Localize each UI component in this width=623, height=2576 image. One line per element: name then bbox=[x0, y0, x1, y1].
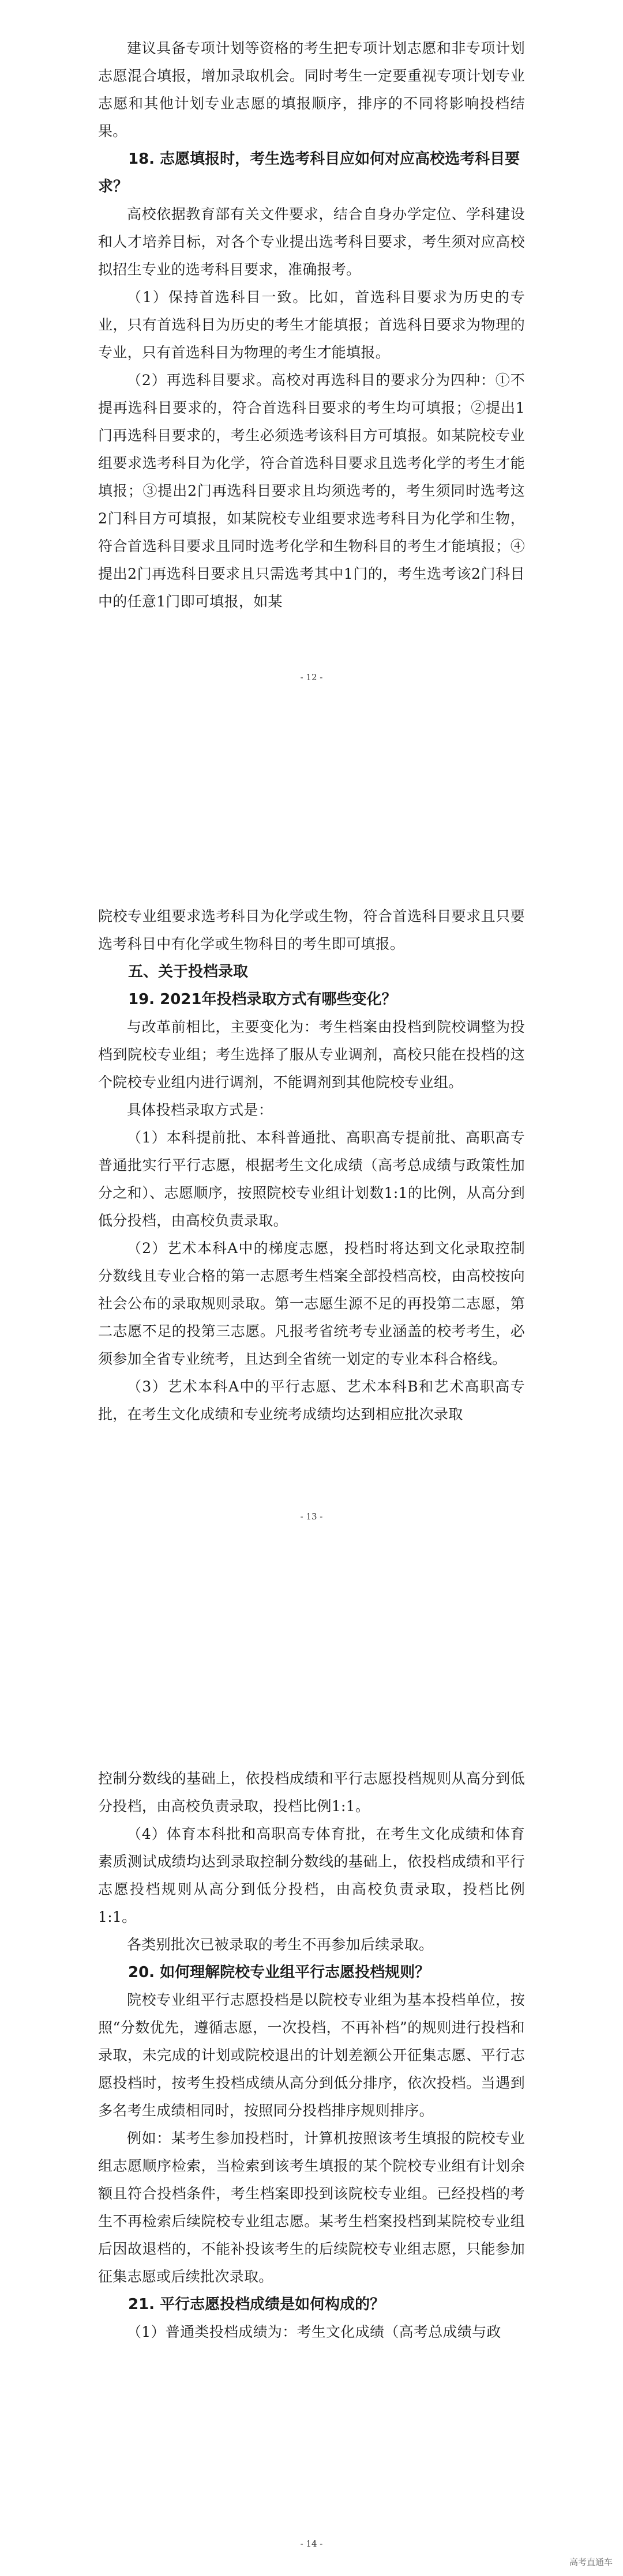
question-title: 志愿填报时，考生选考科目应如何对应高校选考科目要求？ bbox=[98, 150, 520, 195]
paragraph: （2）艺术本科A中的梯度志愿，投档时将达到文化录取控制分数线且专业合格的第一志愿考生档案全部投档高校，由高校按向社会公布的录取规则录取。第一志愿生源不足的再投第二志愿，第二志愿不足的投第三志愿。凡报考省统考专业涵盖的校考考生，必须参加全省专业统考，且达到全省统一划定的专业本科合格线。 bbox=[98, 1240, 525, 1367]
question-number: 18. bbox=[128, 150, 155, 168]
paragraph: （4）体育本科批和高职高专体育批，在考生文化成绩和体育素质测试成绩均达到录取控制分数线的基础上，依投档成绩和平行志愿投档规则从高分到低分投档，由高校负责录取，投档比例1:1。 bbox=[98, 1826, 525, 1925]
paragraph: （1）本科提前批、本科普通批、高职高专提前批、高职高专普通批实行平行志愿，根据考生文化成绩（高考总成绩与政策性加分之和）、志愿顺序，按照院校专业组计划数1:1的比例，从高分到低分投档，由高校负责录取。 bbox=[98, 1129, 525, 1229]
paragraph: 院校专业组要求选考科目为化学或生物，符合首选科目要求且只要选考科目中有化学或生物科目的考生即可填报。 bbox=[98, 908, 525, 952]
page-number: - 12 - bbox=[300, 672, 323, 682]
question-21-heading bbox=[98, 2291, 525, 2318]
paragraph: 控制分数线的基础上，依投档成绩和平行志愿投档规则从高分到低分投档，由高校负责录取，投档比例1:1。 bbox=[98, 1770, 525, 1815]
paragraph: 具体投档录取方式是： bbox=[127, 1102, 273, 1118]
question-20-heading bbox=[98, 1959, 525, 1986]
paragraph: （1）保持首选科目一致。比如，首选科目要求为历史的专业，只有首选科目为历史的考生才能填报；首选科目要求为物理的专业，只有首选科目为物理的考生才能填报。 bbox=[98, 289, 525, 361]
question-title: 如何理解院校专业组平行志愿投档规则？ bbox=[160, 1964, 430, 1981]
question-title: 平行志愿投档成绩是如何构成的？ bbox=[160, 2296, 385, 2313]
paragraph: 各类别批次已被录取的考生不再参加后续录取。 bbox=[127, 1936, 434, 1953]
question-number: 20. bbox=[128, 1964, 155, 1981]
page-2-body bbox=[98, 903, 525, 1428]
page-1-body bbox=[98, 35, 525, 616]
question-number: 21. bbox=[128, 2296, 155, 2313]
page-number: - 14 - bbox=[300, 2539, 323, 2549]
question-number: 19. bbox=[128, 991, 155, 1008]
page-number: - 13 - bbox=[300, 1511, 323, 1522]
paragraph: 建议具备专项计划等资格的考生把专项计划志愿和非专项计划志愿混合填报，增加录取机会。同时考生一定要重视专项计划专业志愿和其他计划专业志愿的填报顺序，排序的不同将影响投档结果。 bbox=[98, 40, 525, 139]
paragraph: （1）普通类投档成绩为：考生文化成绩（高考总成绩与政 bbox=[127, 2324, 501, 2340]
paragraph: 与改革前相比，主要变化为：考生档案由投档到院校调整为投档到院校专业组；考生选择了服从专业调剂，高校只能在投档的这个院校专业组内进行调剂，不能调剂到其他院校专业组。 bbox=[98, 1019, 525, 1091]
paragraph: 例如：某考生参加投档时，计算机按照该考生填报的院校专业组志愿顺序检索，当检索到该考生填报的某个院校专业组有计划余额且符合投档条件，考生档案即投到该院校专业组。已经投档的考生不再检索后续院校专业组志愿。某考生档案投档到某院校专业组后因故退档的，不能补投该考生的后续院校专业组志愿，只能参加征集志愿或后续批次录取。 bbox=[98, 2130, 525, 2285]
question-title: 2021年投档录取方式有哪些变化？ bbox=[160, 991, 397, 1008]
paragraph: （3）艺术本科A中的平行志愿、艺术本科B和艺术高职高专批，在考生文化成绩和专业统考成绩均达到相应批次录取 bbox=[98, 1378, 525, 1423]
paragraph: （2）再选科目要求。高校对再选科目的要求分为四种：①不提再选科目要求的，符合首选科目要求的考生均可填报；②提出1门再选科目要求的，考生必须选考该科目方可填报。如某院校专业组要求选考科目为化学，符合首选科目要求且选考化学的考生才能填报；③提出2门再选科目要求且均须选考的，考生须同时选考这2门科目方可填报，如某院校专业组要求选考科目为化学和生物，符合首选科目要求且同时选考化学和生物科目的考生才能填报；④提出2门再选科目要求且只需选考其中1门的，考生选考该2门科目中的任意1门即可填报，如某 bbox=[98, 372, 525, 610]
question-18-heading bbox=[98, 145, 525, 201]
section-5-heading: 五、关于投档录取 bbox=[128, 963, 249, 980]
page-3-body bbox=[98, 1765, 525, 2346]
paragraph: 高校依据教育部有关文件要求，结合自身办学定位、学科建设和人才培养目标，对各个专业提出选考科目要求，考生须对应高校拟招生专业的选考科目要求，准确报考。 bbox=[98, 206, 525, 278]
watermark: 高考直通车 bbox=[569, 2557, 613, 2567]
question-19-heading bbox=[98, 986, 525, 1013]
paragraph: 院校专业组平行志愿投档是以院校专业组为基本投档单位，按照“分数优先，遵循志愿，一次投档，不再补档”的规则进行投档和录取，未完成的计划或院校退出的计划差额公开征集志愿、平行志愿投档时，按考生投档成绩从高分到低分排序，依次投档。当遇到多名考生成绩相同时，按照同分投档排序规则排序。 bbox=[98, 1992, 525, 2119]
